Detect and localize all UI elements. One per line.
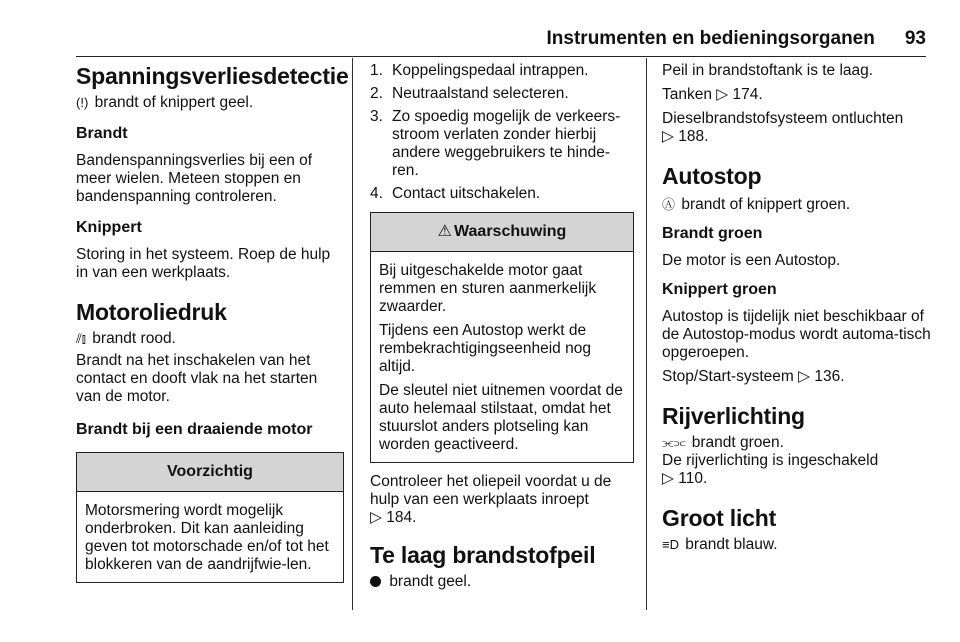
page-reference-arrow: ▷ <box>662 128 674 145</box>
paragraph: Dieselbrandstofsysteem ontluchten ▷ 188. <box>662 110 904 145</box>
column-2 <box>370 62 634 591</box>
page-reference-arrow: ▷ <box>662 470 674 487</box>
autostop-icon: Ⓐ <box>662 197 676 212</box>
section-title: Te laag brandstofpeil <box>370 542 596 568</box>
page-reference-arrow: ▷ <box>798 368 811 385</box>
warning-triangle-icon: ⚠ <box>437 223 453 240</box>
paragraph: Brandt na het inschakelen van het contact en dooft vlak na het starten van de motor. <box>76 352 318 405</box>
paragraph: Storing in het systeem. Roep de hulp in van een werkplaats. <box>76 246 331 281</box>
steps-list <box>370 62 634 203</box>
page-header <box>76 28 926 57</box>
subheading: Brandt groen <box>662 225 763 242</box>
section-title: Spanningsverliesdetectie <box>76 63 349 89</box>
caution-box <box>76 452 344 583</box>
page-reference-arrow: ▷ <box>716 86 729 103</box>
column-3 <box>662 62 932 554</box>
section-title: Autostop <box>662 163 762 189</box>
indicator-line: ⫽⫾ brandt rood. <box>76 330 176 347</box>
column-divider <box>646 58 647 610</box>
section-title: Rijverlichting <box>662 403 805 429</box>
list-item: 1. Koppelingspedaal intrappen. <box>370 62 589 79</box>
warning-box <box>370 212 634 463</box>
list-item: 2. Neutraalstand selecteren. <box>370 85 569 102</box>
warning-text: De sleutel niet uitnemen voordat de auto helemaal stilstaat, omdat het stuurslot anders plotseling kan worden geactiveerd. <box>379 382 623 453</box>
high-beam-icon: ≡D <box>662 537 679 552</box>
paragraph: De motor is een Autostop. <box>662 252 841 269</box>
paragraph: Peil in brandstoftank is te laag. <box>662 62 874 79</box>
caution-title: Voorzichtig <box>77 453 343 492</box>
section-title: Motoroliedruk <box>76 299 227 325</box>
paragraph: Controleer het oliepeil voordat u de hulp van een werkplaats inroept ▷ 184. <box>370 473 612 526</box>
subheading: Knippert <box>76 219 142 236</box>
tire-pressure-icon: (!) <box>76 95 89 110</box>
paragraph: Stop/Start-systeem ▷ 136. <box>662 368 845 385</box>
indicator-line: brandt geel. <box>370 573 634 591</box>
fuel-indicator-dot <box>370 576 381 587</box>
paragraph: Autostop is tijdelijk niet beschikbaar of de Autostop-modus wordt automa-tisch opgeroepen. <box>662 308 931 361</box>
daytime-running-light-icon: ⫘⫗ <box>662 435 686 450</box>
warning-text: Tijdens een Autostop werkt de rembekrachtigingseenheid nog altijd. <box>379 322 591 375</box>
header-title: Instrumenten en bedieningsorganen <box>546 28 875 49</box>
warning-text: Bij uitgeschakelde motor gaat remmen en sturen aanmerkelijk zwaarder. <box>379 262 597 315</box>
paragraph: Bandenspanningsverlies bij een of meer wielen. Meteen stoppen en bandenspanning controleren. <box>76 152 313 205</box>
column-1 <box>76 62 349 583</box>
list-item: 4. Contact uitschakelen. <box>370 185 541 202</box>
oil-can-icon: ⫽⫾ <box>76 331 86 346</box>
indicator-line: (!) brandt of knippert geel. <box>76 94 254 111</box>
paragraph: De rijverlichting is ingeschakeld ▷ 110. <box>662 452 879 487</box>
subheading: Brandt <box>76 125 128 142</box>
subheading: Knippert groen <box>662 281 777 298</box>
paragraph: Tanken ▷ 174. <box>662 86 763 103</box>
list-item: 3. Zo spoedig mogelijk de verkeers-stroom verlaten zonder hierbij andere weggebruikers te hinde-ren. <box>370 108 621 179</box>
caution-text: Motorsmering wordt mogelijk onderbroken. Dit kan aanleiding geven tot motorschade en/of tot het blokkeren van de aandrijfwie-len. <box>85 502 329 573</box>
page-reference-arrow: ▷ <box>370 509 382 526</box>
indicator-line: ⫘⫗ brandt groen. <box>662 434 784 451</box>
warning-header: ⚠ Waarschuwing <box>371 213 633 252</box>
indicator-line: Ⓐ brandt of knippert groen. <box>662 196 851 213</box>
section-title: Groot licht <box>662 505 777 531</box>
indicator-line: ≡D brandt blauw. <box>662 536 778 553</box>
subheading: Brandt bij een draaiende motor <box>76 421 313 438</box>
page-number: 93 <box>904 28 926 49</box>
column-divider <box>352 58 353 610</box>
